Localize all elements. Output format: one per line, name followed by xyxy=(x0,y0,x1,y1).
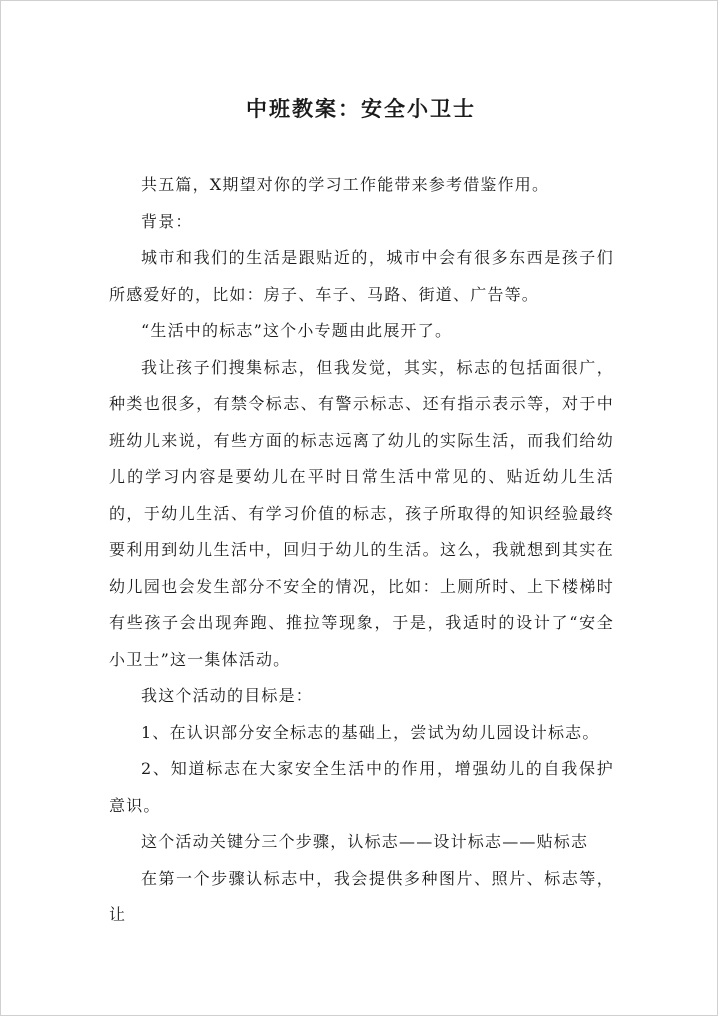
paragraph: 这个活动关键分三个步骤，认标志——设计标志——贴标志 xyxy=(141,832,589,851)
paragraph: 共五篇，X期望对你的学习工作能带来参考借鉴作用。 xyxy=(141,175,550,194)
paragraph: 背景： xyxy=(141,211,193,231)
paragraph: 2、知道标志在大家安全生活中的作用，增强幼儿的自我保护意识。 xyxy=(109,759,614,815)
document-body xyxy=(109,167,614,934)
document-title: 中班教案：安全小卫士 xyxy=(246,96,476,121)
paragraph: 在第一个步骤认标志中，我会提供多种图片、照片、标志等，让 xyxy=(109,868,614,924)
paragraph: “生活中的标志”这个小专题由此展开了。 xyxy=(141,321,453,340)
paragraph: 我让孩子们搜集标志，但我发觉，其实，标志的包括面很广，种类也很多，有禁令标志、有警示标志、还有指示表示等，对于中班幼儿来说，有些方面的标志远离了幼儿的实际生活，而我们给幼儿的学习内容是要幼儿在平时日常生活中常见的、贴近幼儿生活的，于幼儿生活、有学习价值的标志，孩子所取得的知识经验最终要利用到幼儿生活中，回归于幼儿的生活。这么，我就想到其实在幼儿园也会发生部分不安全的情况，比如：上厕所时、上下楼梯时有些孩子会出现奔跑、推拉等现象，于是，我适时的设计了“安全小卫士”这一集体活动。 xyxy=(109,357,614,669)
paragraph: 我这个活动的目标是： xyxy=(141,686,314,705)
paragraph: 城市和我们的生活是跟贴近的，城市中会有很多东西是孩子们所感爱好的，比如：房子、车子、马路、街道、广告等。 xyxy=(109,248,614,304)
paragraph: 1、在认识部分安全标志的基础上，尝试为幼儿园设计标志。 xyxy=(141,722,600,742)
